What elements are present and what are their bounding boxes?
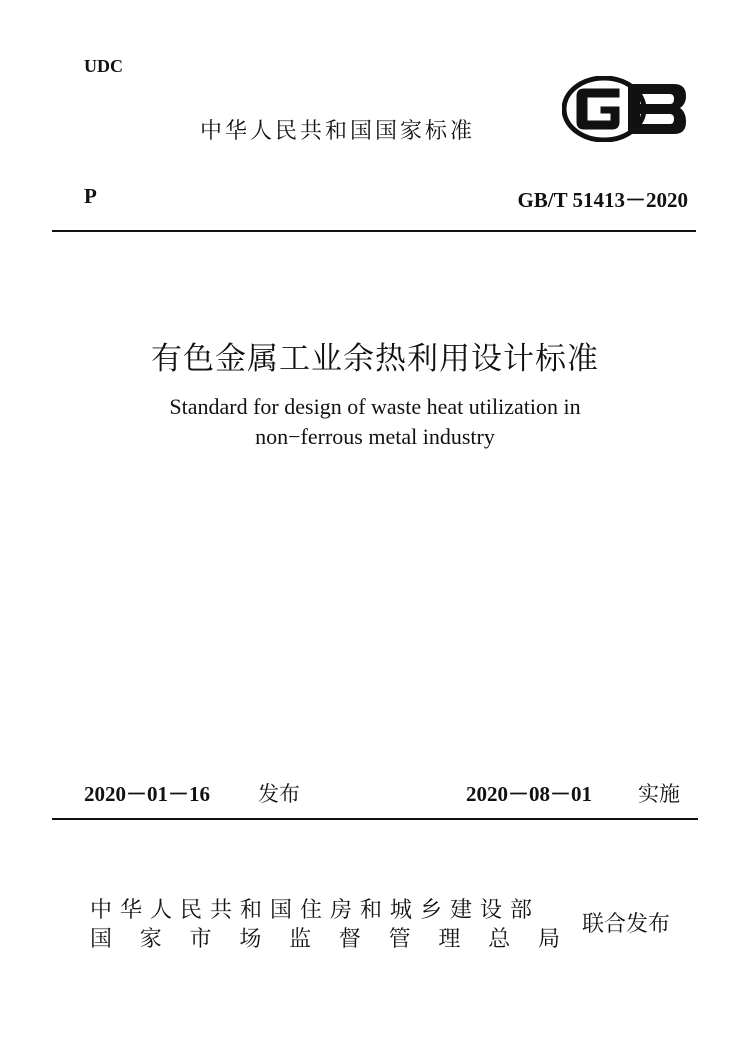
issuer-administration: 国家市场监督管理总局 xyxy=(90,927,560,952)
issue-date: 2020－01－16 xyxy=(84,782,210,806)
title-english-line1: Standard for design of waste heat utilization in xyxy=(169,394,581,419)
issuer-ministry: 中华人民共和国住房和城乡建设部 xyxy=(90,898,541,923)
classification-code: P xyxy=(84,184,97,208)
udc-label: UDC xyxy=(84,56,123,76)
implementation-label: 实施 xyxy=(638,782,680,806)
bottom-divider xyxy=(52,818,698,820)
standard-number: GB/T 51413－2020 xyxy=(517,188,688,212)
national-standard-heading: 中华人民共和国国家标准 xyxy=(200,119,476,144)
top-divider xyxy=(52,230,696,232)
issue-label: 发布 xyxy=(258,782,300,806)
title-chinese: 有色金属工业余热利用设计标准 xyxy=(151,341,599,377)
implementation-date: 2020－08－01 xyxy=(466,782,592,806)
title-english-line2: non−ferrous metal industry xyxy=(255,424,495,449)
logo-text: GB xyxy=(625,115,628,117)
gb-logo xyxy=(562,76,688,142)
joint-issue-label: 联合发布 xyxy=(582,912,671,937)
